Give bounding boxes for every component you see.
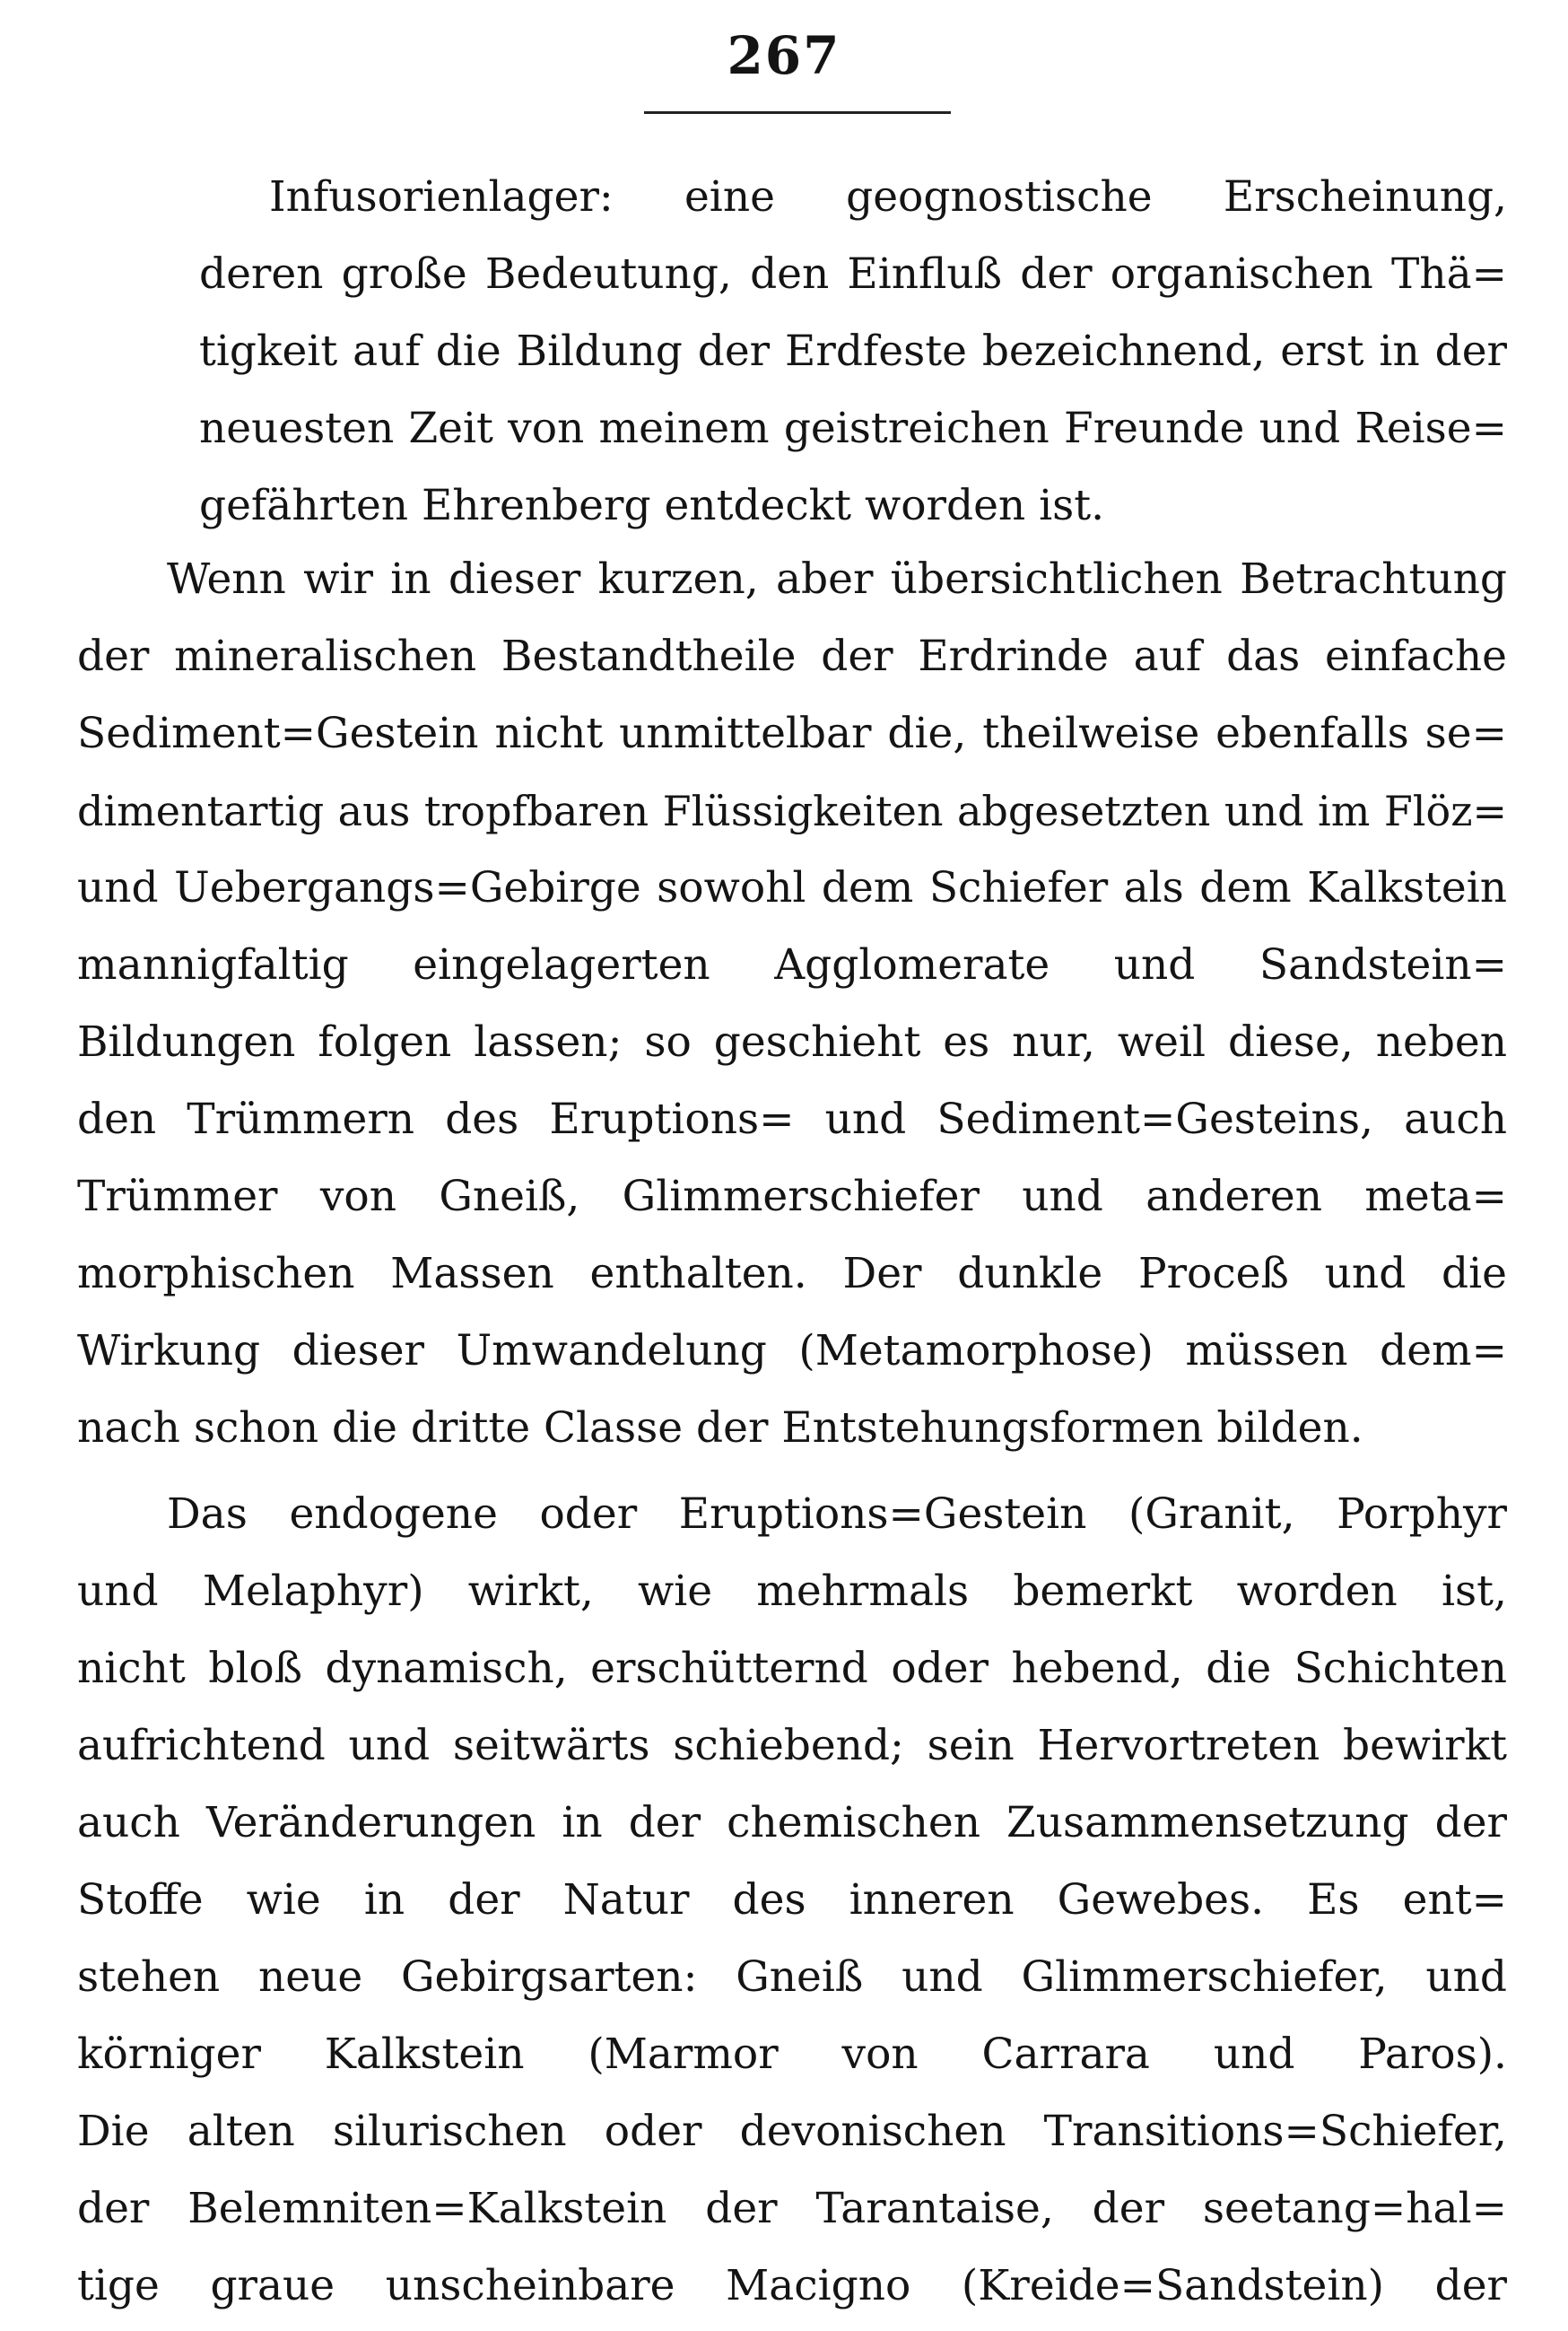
text-line: tige graue unscheinbare Macigno (Kreide=Sandstein) der bbox=[77, 2261, 1507, 2310]
text-line: und Melaphyr) wirkt, wie mehrmals bemerkt worden ist, bbox=[77, 1567, 1507, 1616]
text-line: Trümmer von Gneiß, Glimmerschiefer und anderen meta= bbox=[77, 1172, 1507, 1221]
text-line: Die alten silurischen oder devonischen Transitions=Schiefer, bbox=[77, 2107, 1507, 2156]
text-line: körniger Kalkstein (Marmor von Carrara und Paros). bbox=[77, 2030, 1507, 2079]
text-line: Infusorienlager: eine geognostische Erscheinung, bbox=[269, 172, 1507, 222]
text-line: der Belemniten=Kalkstein der Tarantaise, der seetang=hal= bbox=[77, 2184, 1507, 2233]
text-line: tigkeit auf die Bildung der Erdfeste bezeichnend, erst in der bbox=[199, 327, 1507, 376]
text-line: nicht bloß dynamisch, erschütternd oder hebend, die Schichten bbox=[77, 1644, 1507, 1693]
text-line: nach schon die dritte Classe der Entstehungsformen bilden. bbox=[77, 1403, 1363, 1453]
text-line: gefährten Ehrenberg entdeckt worden ist. bbox=[199, 481, 1105, 530]
text-line: der mineralischen Bestandtheile der Erdrinde auf das einfache bbox=[77, 632, 1507, 681]
text-line: auch Veränderungen in der chemischen Zusammensetzung der bbox=[77, 1798, 1507, 1847]
page-number: 267 bbox=[727, 25, 841, 86]
text-line: Stoffe wie in der Natur des inneren Gewebes. Es ent= bbox=[77, 1875, 1507, 1925]
header-rule bbox=[644, 111, 951, 114]
text-line: dimentartig aus tropfbaren Flüssigkeiten abgesetzten und im Flöz= bbox=[77, 787, 1507, 835]
text-line: und Uebergangs=Gebirge sowohl dem Schiefer als dem Kalkstein bbox=[77, 863, 1507, 912]
text-line: Wenn wir in dieser kurzen, aber übersichtlichen Betrachtung bbox=[167, 554, 1507, 604]
text-line: mannigfaltig eingelagerten Agglomerate und Sandstein= bbox=[77, 940, 1507, 990]
text-line: stehen neue Gebirgsarten: Gneiß und Glimmerschiefer, und bbox=[77, 1952, 1507, 2002]
text-line: Wirkung dieser Umwandelung (Metamorphose) müssen dem= bbox=[77, 1326, 1507, 1375]
text-line: Bildungen folgen lassen; so geschieht es nur, weil diese, neben bbox=[77, 1017, 1507, 1067]
text-line: Sediment=Gestein nicht unmittelbar die, theilweise ebenfalls se= bbox=[77, 709, 1507, 758]
text-line: Das endogene oder Eruptions=Gestein (Granit, Porphyr bbox=[167, 1489, 1507, 1539]
text-line: deren große Bedeutung, den Einfluß der organischen Thä= bbox=[199, 249, 1507, 299]
text-line: neuesten Zeit von meinem geistreichen Freunde und Reise= bbox=[199, 404, 1507, 453]
text-line: morphischen Massen enthalten. Der dunkle Proceß und die bbox=[77, 1249, 1507, 1298]
text-line: aufrichtend und seitwärts schiebend; sein Hervortreten bewirkt bbox=[77, 1721, 1507, 1770]
text-line: den Trümmern des Eruptions= und Sediment=Gesteins, auch bbox=[77, 1095, 1507, 1144]
